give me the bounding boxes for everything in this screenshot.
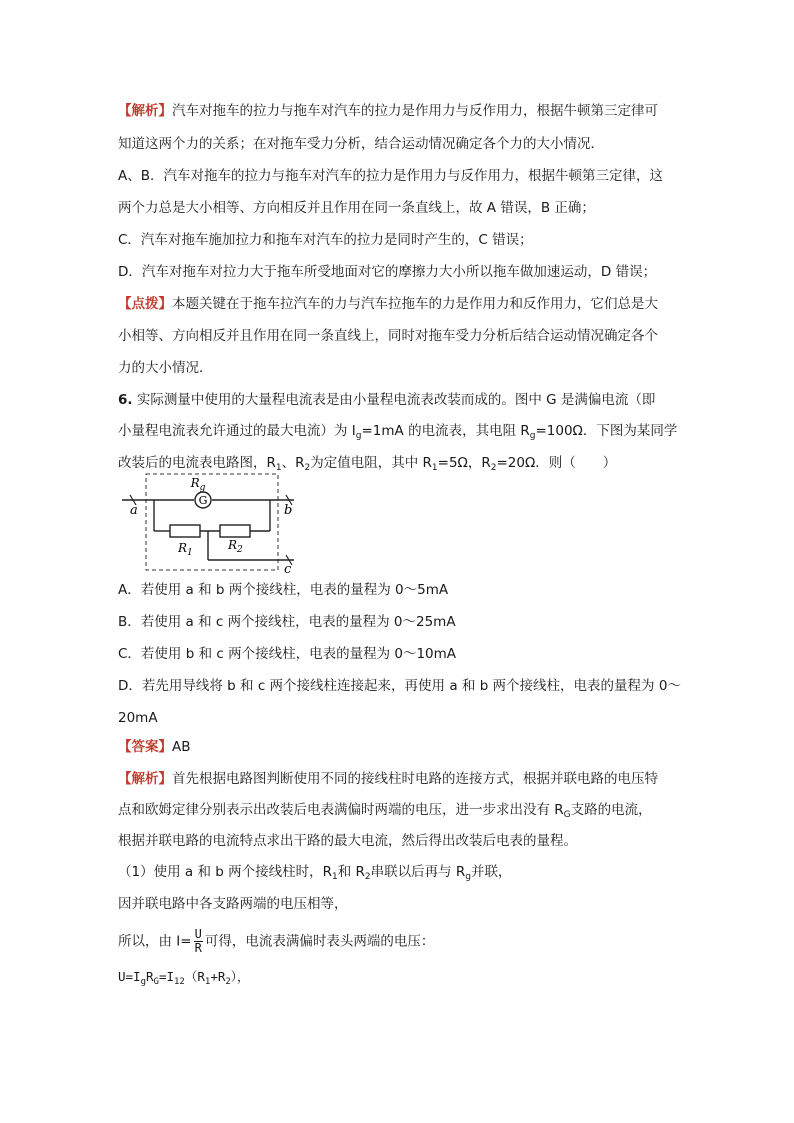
question-6-line-3: 改装后的电流表电路图，$R_1$、$R_2$为定值电阻，其中 $R_1=5\Omega$，$R_2=20\Omega$．则（ ）: [118, 455, 617, 473]
analysis-tag: 【解析】: [118, 103, 172, 119]
ohms-law-fraction: $\frac{U}{R}$: [194, 927, 202, 955]
choice-d-line-2: 20mA: [118, 710, 158, 726]
choice-b: B．若使用 a 和 c 两个接线柱，电表的量程为 0～25mA: [118, 614, 456, 630]
tip-line-3: 力的大小情况．: [118, 360, 213, 376]
answer-tag: 【答案】: [118, 739, 172, 755]
choice-a: A．若使用 a 和 b 两个接线柱，电表的量程为 0～5mA: [118, 582, 449, 598]
analysis2-tag: 【解析】: [118, 771, 172, 787]
choice-c: C．若使用 b 和 c 两个接线柱，电表的量程为 0～10mA: [118, 646, 457, 662]
analysis2-line-3: 根据并联电路的电流特点求出干路的最大电流，然后得出改装后电表的量程。: [118, 833, 577, 849]
galvanometer-letter: G: [198, 494, 208, 507]
analysis2-line-1: 【解析】首先根据电路图判断使用不同的接线柱时电路的连接方式，根据并联电路的电压特: [118, 771, 658, 787]
analysis-paragraph-line-2: 知道这两个力的关系；在对拖车受力分析，结合运动情况确定各个力的大小情况．: [118, 136, 604, 152]
resistor-r1: [170, 525, 200, 537]
r1-label: $R_1$: [178, 541, 193, 558]
answer-value: AB: [172, 739, 191, 755]
r2-label: $R_2$: [228, 538, 243, 555]
analysis2-step-2: 因并联电路中各支路两端的电压相等，: [118, 896, 348, 912]
dashed-enclosure: [146, 474, 278, 570]
analysis-paragraph-line-1: 【解析】汽车对拖车的拉力与拖车对汽车的拉力是作用力与反作用力，根据牛顿第三定律可: [118, 103, 658, 119]
analysis2-line-2: 点和欧姆定律分别表示出改装后电表满偏时两端的电压，进一步求出没有 $R_G$支路的电流，: [118, 802, 652, 820]
answer-line: [118, 737, 191, 757]
analysis2-step-3: 所以，由 I= $\frac{U}{R}$ 可得，电流表满偏时表头两端的电压：: [118, 927, 435, 955]
tip-line-1: 【点拨】本题关键在于拖车拉汽车的力与汽车拉拖车的力是作用力和反作用力，它们总是大: [118, 296, 658, 312]
option-ab-line-1: A、B．汽车对拖车的拉力与拖车对汽车的拉力是作用力与反作用力，根据牛顿第三定律，这: [118, 168, 663, 184]
choice-d-line-1: D．若先用导线将 b 和 c 两个接线柱连接起来，再使用 a 和 b 两个接线柱，电表的量程为 0～: [118, 678, 681, 694]
node-b-label: b: [284, 503, 293, 518]
tip-tag: 【点拨】: [118, 296, 172, 312]
analysis2-step-1: （1）使用 a 和 b 两个接线柱时，$R_1$和 $R_2$串联以后再与 $R_g$并联，: [118, 864, 512, 882]
option-d-line: D．汽车对拖车对拉力大于拖车所受地面对它的摩擦力大小所以拖车做加速运动，D 错误；: [118, 264, 657, 280]
question-6-line-1: 6. 实际测量中使用的大量程电流表是由小量程电流表改装而成的。图中 G 是满偏电流（即: [118, 392, 656, 408]
tip-line-2: 小相等、方向相反并且作用在同一条直线上，同时对拖车受力分析后结合运动情况确定各个: [118, 328, 658, 344]
rg-label: $R_g$: [190, 476, 206, 493]
question-6-line-2: 小量程电流表允许通过的最大电流）为 $I_g=1mA$ 的电流表，其电阻 $R_g=100\Omega$．下图为某同学: [118, 423, 678, 441]
option-c-line: C．汽车对拖车施加拉力和拖车对汽车的拉力是同时产生的，C 错误；: [118, 232, 533, 248]
node-a-label: a: [130, 503, 138, 518]
resistor-r2: [220, 525, 250, 537]
question-number: 6.: [118, 392, 133, 408]
option-ab-line-2: 两个力总是大小相等、方向相反并且作用在同一条直线上，故 A 错误，B 正确；: [118, 200, 595, 216]
analysis2-step-4: $U=I_gR_G=I_{12}(R_1+R_2)$，: [118, 969, 250, 987]
circuit-diagram: [118, 470, 308, 578]
node-c-label: c: [284, 562, 292, 577]
